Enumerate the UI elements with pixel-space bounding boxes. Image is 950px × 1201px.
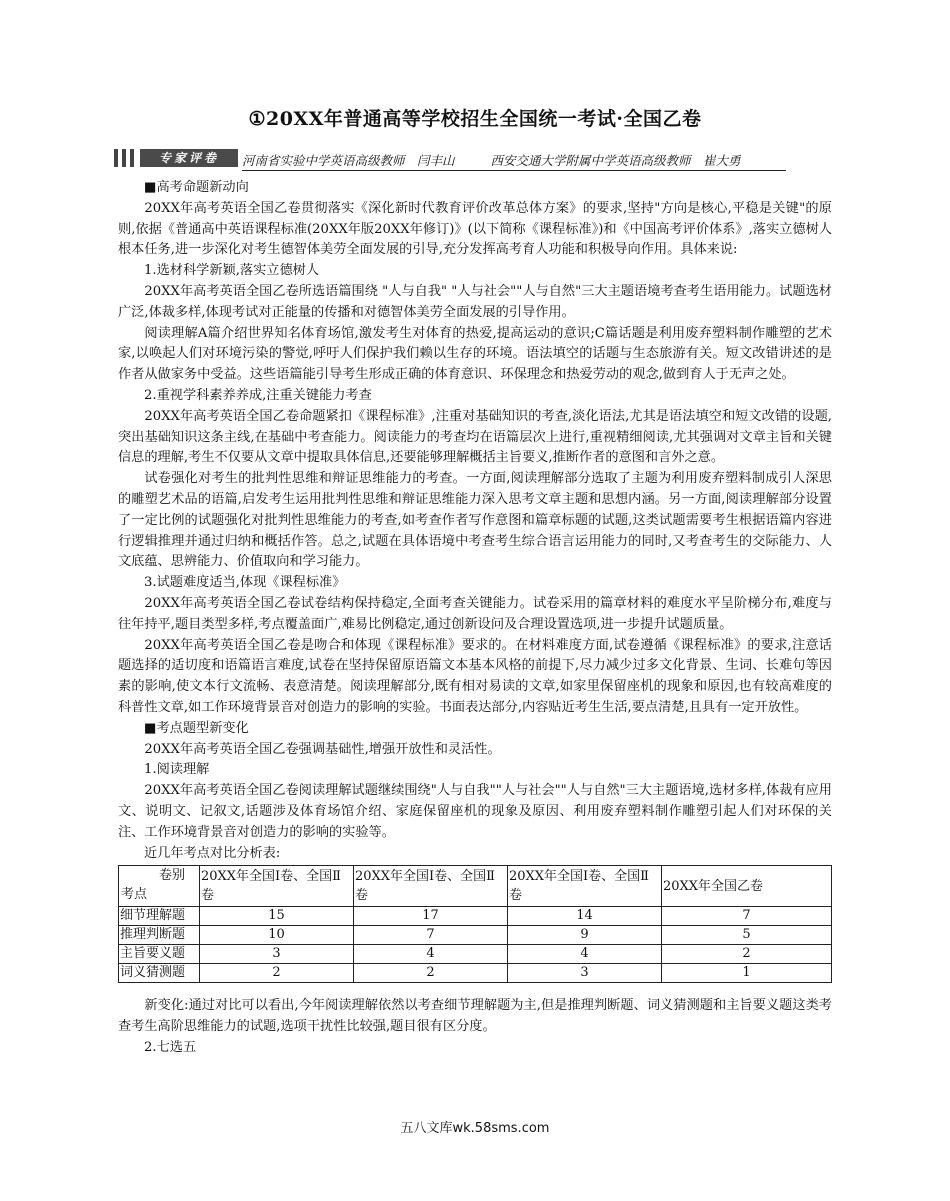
table-cell: 2 — [354, 964, 508, 983]
row-label: 主旨要义题 — [119, 945, 200, 964]
table-corner-cell — [119, 866, 200, 907]
table-cell: 4 — [508, 945, 662, 964]
table-row — [119, 964, 832, 983]
section-heading: 2.重视学科素养养成,注重关键能力考查 — [144, 387, 372, 403]
article-body — [118, 178, 832, 1059]
author-2: 西安交通大学附属中学英语高级教师 崔大勇 — [490, 153, 741, 168]
expert-review-badge: 专家评卷 — [140, 149, 238, 167]
table-header-row — [119, 866, 832, 907]
table-row — [119, 945, 832, 964]
table-header-cell: 20XX年全国Ⅰ卷、全国Ⅱ卷 — [354, 866, 508, 907]
table-header-cell: 20XX年全国Ⅰ卷、全国Ⅱ卷 — [508, 866, 662, 907]
expert-review-bar — [114, 148, 786, 170]
section-heading: 1.阅读理解 — [144, 762, 210, 778]
section-heading: 1.选材科学新颖,落实立德树人 — [144, 263, 320, 279]
paragraph: 20XX年高考英语全国乙卷阅读理解试题继续围绕"人与自我""人与社会""人与自然"三大主题语境,选材多样,体裁有应用文、说明文、记叙文,话题涉及体育场馆介绍、家庭保留座机的现象及原因、利用废弃塑料制作雕塑引起人们对环保的关注、工作环境背景音对创造力的影响的实验等。 — [118, 783, 832, 840]
corner-top-label: 卷别 — [158, 868, 185, 884]
table-cell: 9 — [508, 926, 662, 945]
section-heading: 2.七选五 — [144, 1039, 197, 1055]
comparison-table — [118, 865, 832, 983]
table-cell: 3 — [508, 964, 662, 983]
paragraph-group-a — [118, 178, 832, 864]
table-cell: 3 — [200, 945, 354, 964]
table-cell: 7 — [354, 926, 508, 945]
table-cell: 2 — [662, 945, 832, 964]
section-heading: 3.试题难度适当,体现《课程标准》 — [144, 575, 346, 591]
table-cell: 7 — [662, 907, 832, 926]
table-header-cell: 20XX年全国乙卷 — [662, 866, 832, 907]
page-title: ①20XX年普通高等学校招生全国统一考试·全国乙卷 — [248, 108, 702, 130]
decorative-bars — [114, 149, 138, 167]
paragraph: 20XX年高考英语全国乙卷贯彻落实《深化新时代教育评价改革总体方案》的要求,坚持"方向是核心,平稳是关键"的原则,依据《普通高中英语课程标准(20XX年版20XX年修订)》(以下简称《课程标准》)和《中国高考评价体系》,落实立德树人根本任务,进一步深化对考生德智体美劳全面发展的引导,充分发挥高考育人功能和积极导向作用。具体来说: — [118, 200, 832, 258]
paragraph: 20XX年高考英语全国乙卷命题紧扣《课程标准》,注重对基础知识的考查,淡化语法,尤其是语法填空和短文改错的设题,突出基础知识这条主线,在基础中考查能力。阅读能力的考查均在语篇层次上进行,重视精细阅读,尤其强调对文章主旨和关键信息的理解,考生不仅要从文章中提取具体信息,还要能够理解概括主旨要义,推断作者的意图和言外之意。 — [118, 408, 832, 466]
paragraph: 20XX年高考英语全国乙卷试卷结构保持稳定,全面考查关键能力。试卷采用的篇章材料的难度水平呈阶梯分布,难度与往年持平,题目类型多样,考点覆盖面广,难易比例稳定,通过创新设问及合理设置选项,进一步提升试题质量。 — [118, 595, 832, 632]
table-cell: 15 — [200, 907, 354, 926]
table-row — [119, 907, 832, 926]
corner-bottom-label: 考点 — [121, 887, 148, 903]
paragraph-group-b — [118, 996, 832, 1058]
paragraph: 新变化:通过对比可以看出,今年阅读理解依然以考查细节理解题为主,但是推理判断题、词义猜测题和主旨要义题这类考查考生高阶思维能力的试题,选项干扰性比较强,题目很有区分度。 — [118, 998, 832, 1035]
paragraph: 20XX年高考英语全国乙卷强调基础性,增强开放性和灵活性。 — [144, 741, 501, 757]
footer-watermark: 五八文库wk.58sms.com — [400, 1121, 550, 1136]
table-cell: 10 — [200, 926, 354, 945]
table-cell: 14 — [508, 907, 662, 926]
section-heading: 近几年考点对比分析表: — [144, 845, 281, 861]
table-row — [119, 926, 832, 945]
author-1: 河南省实验中学英语高级教师 闫丰山 — [242, 153, 455, 168]
table-cell: 17 — [354, 907, 508, 926]
table-cell: 5 — [662, 926, 832, 945]
section-heading: ■高考命题新动向 — [144, 180, 249, 195]
table-cell: 2 — [200, 964, 354, 983]
paragraph: 20XX年高考英语全国乙卷所选语篇围绕 "人与自我" "人与社会""人与自然"三大主题语境考查考生语用能力。试题选材广泛,体裁多样,体现考试对正能量的传播和对德智体美劳全面发展的引导作用。 — [118, 283, 832, 320]
paragraph: 试卷强化对考生的批判性思维和辩证思维能力的考查。一方面,阅读理解部分选取了主题为利用废弃塑料制成引人深思的雕塑艺术品的语篇,启发考生运用批判性思维和辩证思维能力深入思考文章主题和思想内涵。另一方面,阅读理解部分设置了一定比例的试题强化对批判性思维能力的考查,如考查作者写作意图和篇章标题的试题,这类试题需要考生根据语篇内容进行逻辑推理并通过归纳和概括作答。总之,试题在具体语境中考查考生综合语言运用能力的同时,又考查考生的交际能力、人文底蕴、思辨能力、价值取向和学习能力。 — [118, 471, 832, 570]
table-cell: 1 — [662, 964, 832, 983]
row-label: 推理判断题 — [119, 926, 200, 945]
table-header-cell: 20XX年全国Ⅰ卷、全国Ⅱ卷 — [200, 866, 354, 907]
author-line — [242, 151, 786, 171]
section-heading: ■考点题型新变化 — [144, 720, 249, 736]
table-cell: 4 — [354, 945, 508, 964]
paragraph: 20XX年高考英语全国乙卷是吻合和体现《课程标准》要求的。在材料难度方面,试卷遵循《课程标准》的要求,注意话题选择的适切度和语篇语言难度,试卷在坚持保留原语篇文本基本风格的前提下,尽力减少过多文化背景、生词、长难句等因素的影响,使文本行文流畅、表意清楚。阅读理解部分,既有相对易读的文章,如家里保留座机的现象和原因,也有较高难度的科普性文章,如工作环境背景音对创造力的影响的实验。书面表达部分,内容贴近考生生活,要点清楚,且具有一定开放性。 — [118, 637, 832, 715]
row-label: 词义猜测题 — [119, 964, 200, 983]
row-label: 细节理解题 — [119, 907, 200, 926]
paragraph: 阅读理解A篇介绍世界知名体育场馆,激发考生对体育的热爱,提高运动的意识;C篇话题是利用废弃塑料制作雕塑的艺术家,以唤起人们对环境污染的警觉,呼吁人们保护我们赖以生存的环境。语法填空的话题与生态旅游有关。短文改错讲述的是作者从做家务中受益。这些语篇能引导考生形成正确的体育意识、环保理念和热爱劳动的观念,做到育人于无声之处。 — [118, 325, 832, 383]
